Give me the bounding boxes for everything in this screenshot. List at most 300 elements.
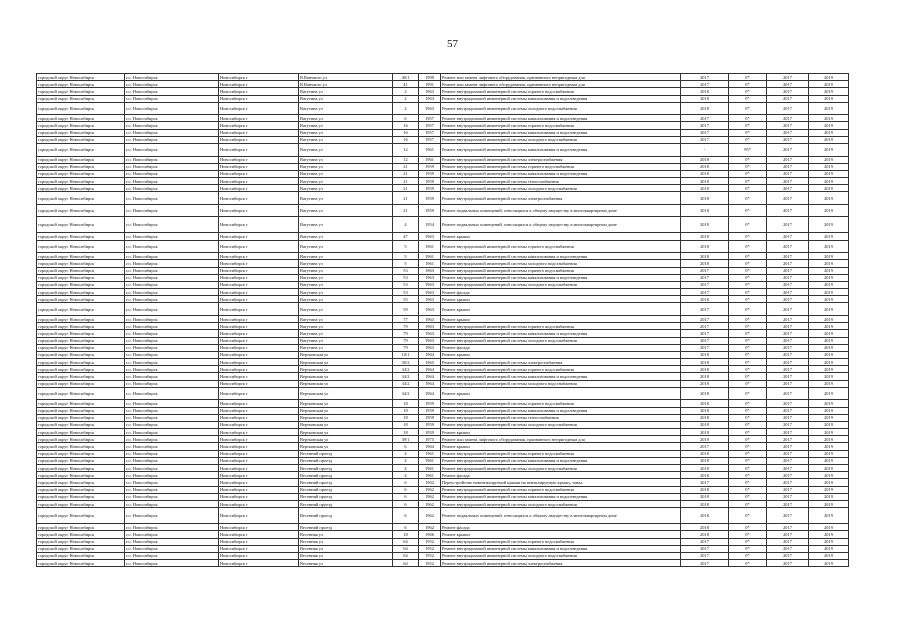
cell-district: городской округ Новосибирск bbox=[37, 185, 125, 192]
cell-municipality: г.о. Новосибирск bbox=[125, 144, 219, 157]
cell-year: 1963 bbox=[419, 233, 441, 240]
cell-city: Новосибирск г bbox=[219, 129, 299, 136]
cell-district: городской округ Новосибирск bbox=[37, 129, 125, 136]
cell-plan-year: 2017 bbox=[681, 538, 729, 545]
cell-district: городской округ Новосибирск bbox=[37, 508, 125, 524]
cell-district: городской округ Новосибирск bbox=[37, 479, 125, 486]
cell-period-start: 2017 bbox=[767, 303, 809, 316]
cell-year: 1963 bbox=[419, 88, 441, 95]
cell-district: городской округ Новосибирск bbox=[37, 351, 125, 358]
cell-work-type: Ремонт внутридомовой инженерной системы электроснабжения bbox=[441, 192, 681, 205]
cell-street: Вертковская ул bbox=[299, 351, 393, 358]
cell-street: Вертковская ул bbox=[299, 421, 393, 428]
cell-plan-year: 2018 bbox=[681, 163, 729, 170]
cell-plan-year: 2017 bbox=[681, 479, 729, 486]
cell-plan-year: 2018 bbox=[681, 486, 729, 493]
cell-municipality: г.о. Новосибирск bbox=[125, 421, 219, 428]
cell-city: Новосибирск г bbox=[219, 421, 299, 428]
cell-plan-year: 2018 bbox=[681, 170, 729, 177]
cell-plan-year: 2017 bbox=[681, 443, 729, 450]
cell-city: Новосибирск г bbox=[219, 315, 299, 322]
cell-period-start: 2017 bbox=[767, 163, 809, 170]
cell-period-start: 2017 bbox=[767, 144, 809, 157]
cell-district: городской округ Новосибирск bbox=[37, 192, 125, 205]
cell-plan-year: 2018 bbox=[681, 366, 729, 373]
cell-house: 79 bbox=[393, 330, 419, 337]
cell-street: Ватутина ул bbox=[299, 233, 393, 240]
cell-plan-year: 2017 bbox=[681, 129, 729, 136]
cell-period-start: 2017 bbox=[767, 545, 809, 552]
cell-city: Новосибирск г bbox=[219, 380, 299, 387]
cell-percent: 0* bbox=[729, 192, 767, 205]
cell-percent: 0* bbox=[729, 330, 767, 337]
cell-percent: 0* bbox=[729, 136, 767, 143]
cell-year: 1957 bbox=[419, 115, 441, 122]
cell-city: Новосибирск г bbox=[219, 102, 299, 115]
cell-city: Новосибирск г bbox=[219, 400, 299, 407]
cell-year: 1963 bbox=[419, 289, 441, 296]
cell-period-end: 2019 bbox=[809, 373, 849, 380]
cell-year: 1959 bbox=[419, 407, 441, 414]
cell-period-start: 2017 bbox=[767, 472, 809, 479]
cell-city: Новосибирск г bbox=[219, 88, 299, 95]
cell-period-end: 2019 bbox=[809, 156, 849, 163]
cell-city: Новосибирск г bbox=[219, 323, 299, 330]
table-row bbox=[37, 315, 849, 322]
cell-street: Ватутина ул bbox=[299, 289, 393, 296]
cell-municipality: г.о. Новосибирск bbox=[125, 414, 219, 421]
cell-house: 18 bbox=[393, 400, 419, 407]
table-row bbox=[37, 330, 849, 337]
cell-house: 6 bbox=[393, 493, 419, 500]
cell-plan-year: 2018 bbox=[681, 508, 729, 524]
cell-period-end: 2019 bbox=[809, 323, 849, 330]
cell-period-start: 2017 bbox=[767, 552, 809, 559]
cell-work-type: Ремонт внутридомовой инженерной системы горячего водоснабжения bbox=[441, 163, 681, 170]
cell-street: Весенний проезд bbox=[299, 450, 393, 457]
cell-work-type: Ремонт крыши bbox=[441, 303, 681, 316]
cell-work-type: Переустройство невентилируемой крыши на вентилируемую крышу, зонка bbox=[441, 479, 681, 486]
cell-house: 77 bbox=[393, 315, 419, 322]
cell-city: Новосибирск г bbox=[219, 531, 299, 538]
cell-period-end: 2019 bbox=[809, 508, 849, 524]
cell-plan-year: 2018 bbox=[681, 500, 729, 507]
cell-street: Ватутина ул bbox=[299, 192, 393, 205]
cell-period-start: 2017 bbox=[767, 373, 809, 380]
cell-percent: 0* bbox=[729, 421, 767, 428]
cell-period-start: 2017 bbox=[767, 253, 809, 260]
cell-percent: 0* bbox=[729, 115, 767, 122]
cell-city: Новосибирск г bbox=[219, 450, 299, 457]
cell-street: Ватутина ул bbox=[299, 296, 393, 303]
cell-house: 5 bbox=[393, 260, 419, 267]
table-row bbox=[37, 156, 849, 163]
cell-period-end: 2019 bbox=[809, 303, 849, 316]
cell-plan-year: 2018 bbox=[681, 421, 729, 428]
cell-house: 34/2 bbox=[393, 373, 419, 380]
cell-street: Вертковская ул bbox=[299, 359, 393, 366]
cell-percent: 0* bbox=[729, 552, 767, 559]
table-row bbox=[37, 524, 849, 531]
cell-street: Весенний проезд bbox=[299, 508, 393, 524]
cell-municipality: г.о. Новосибирск bbox=[125, 351, 219, 358]
cell-period-start: 2017 bbox=[767, 81, 809, 88]
cell-plan-year: 2017 bbox=[681, 115, 729, 122]
cell-district: городской округ Новосибирск bbox=[37, 88, 125, 95]
cell-period-start: 2017 bbox=[767, 344, 809, 351]
cell-percent: 0* bbox=[729, 538, 767, 545]
cell-plan-year: 2018 bbox=[681, 102, 729, 115]
cell-house: 64 bbox=[393, 560, 419, 567]
cell-plan-year: 2018 bbox=[681, 524, 729, 531]
cell-work-type: Ремонт внутридомовой инженерной системы канализования и водоотведения bbox=[441, 170, 681, 177]
cell-period-start: 2017 bbox=[767, 281, 809, 288]
cell-street: Ватутина ул bbox=[299, 170, 393, 177]
cell-city: Новосибирск г bbox=[219, 296, 299, 303]
cell-plan-year: 2018 bbox=[681, 156, 729, 163]
cell-period-start: 2017 bbox=[767, 74, 809, 81]
cell-plan-year: 2018 bbox=[681, 414, 729, 421]
cell-plan-year: 2018 bbox=[681, 95, 729, 102]
cell-city: Новосибирск г bbox=[219, 366, 299, 373]
cell-municipality: г.о. Новосибирск bbox=[125, 95, 219, 102]
cell-year: 1963 bbox=[419, 281, 441, 288]
table-row bbox=[37, 88, 849, 95]
cell-plan-year: 2018 bbox=[681, 204, 729, 217]
cell-street: Ватутина ул bbox=[299, 185, 393, 192]
cell-percent: 0* bbox=[729, 337, 767, 344]
cell-work-type: Ремонт внутридомовой инженерной системы канализования и водоотведения bbox=[441, 330, 681, 337]
cell-plan-year: 2017 bbox=[681, 545, 729, 552]
cell-work-type: Ремонт подвальных помещений, относящихся к общему имуществу в многоквартирном доме bbox=[441, 508, 681, 524]
cell-period-end: 2019 bbox=[809, 192, 849, 205]
cell-percent: 0* bbox=[729, 303, 767, 316]
cell-year: 1963 bbox=[419, 274, 441, 281]
cell-year: 1957 bbox=[419, 129, 441, 136]
cell-year: 1990 bbox=[419, 74, 441, 81]
cell-period-start: 2017 bbox=[767, 400, 809, 407]
cell-year: 1961 bbox=[419, 450, 441, 457]
cell-period-start: 2017 bbox=[767, 508, 809, 524]
cell-year: 1963 bbox=[419, 95, 441, 102]
cell-municipality: г.о. Новосибирск bbox=[125, 531, 219, 538]
cell-district: городской округ Новосибирск bbox=[37, 330, 125, 337]
cell-street: Вертковская ул bbox=[299, 414, 393, 421]
table-row bbox=[37, 281, 849, 288]
cell-house: 34/2 bbox=[393, 387, 419, 400]
cell-street: Весенний проезд bbox=[299, 465, 393, 472]
cell-district: городской округ Новосибирск bbox=[37, 560, 125, 567]
cell-plan-year: 2017 bbox=[681, 74, 729, 81]
cell-house: 34/2 bbox=[393, 380, 419, 387]
cell-district: городской округ Новосибирск bbox=[37, 136, 125, 143]
cell-year: 1959 bbox=[419, 400, 441, 407]
cell-city: Новосибирск г bbox=[219, 479, 299, 486]
table-row bbox=[37, 102, 849, 115]
cell-year: 1961 bbox=[419, 472, 441, 479]
cell-city: Новосибирск г bbox=[219, 267, 299, 274]
cell-city: Новосибирск г bbox=[219, 545, 299, 552]
cell-district: городской округ Новосибирск bbox=[37, 493, 125, 500]
cell-period-start: 2017 bbox=[767, 204, 809, 217]
cell-municipality: г.о. Новосибирск bbox=[125, 465, 219, 472]
cell-city: Новосибирск г bbox=[219, 81, 299, 88]
cell-city: Новосибирск г bbox=[219, 486, 299, 493]
cell-municipality: г.о. Новосибирск bbox=[125, 253, 219, 260]
cell-period-end: 2019 bbox=[809, 366, 849, 373]
cell-house: 10/1 bbox=[393, 351, 419, 358]
cell-year: 1961 bbox=[419, 144, 441, 157]
cell-percent: 0* bbox=[729, 493, 767, 500]
cell-year: 1959 bbox=[419, 163, 441, 170]
cell-year: 1961 bbox=[419, 457, 441, 464]
cell-municipality: г.о. Новосибирск bbox=[125, 524, 219, 531]
cell-city: Новосибирск г bbox=[219, 493, 299, 500]
cell-house: 12 bbox=[393, 156, 419, 163]
cell-work-type: Ремонт или замена лифтового оборудования, признанного непригодным для bbox=[441, 436, 681, 443]
cell-period-end: 2019 bbox=[809, 185, 849, 192]
cell-work-type: Ремонт внутридомовой инженерной системы теплоснабжения bbox=[441, 178, 681, 185]
cell-work-type: Ремонт внутридомовой инженерной системы канализования и водоотведения bbox=[441, 274, 681, 281]
cell-district: городской округ Новосибирск bbox=[37, 81, 125, 88]
cell-city: Новосибирск г bbox=[219, 240, 299, 253]
capital-repair-table bbox=[36, 73, 849, 567]
cell-district: городской округ Новосибирск bbox=[37, 315, 125, 322]
cell-house: 6 bbox=[393, 524, 419, 531]
cell-district: городской округ Новосибирск bbox=[37, 289, 125, 296]
cell-district: городской округ Новосибирск bbox=[37, 552, 125, 559]
cell-city: Новосибирск г bbox=[219, 429, 299, 436]
cell-year: 1961 bbox=[419, 465, 441, 472]
cell-period-end: 2019 bbox=[809, 281, 849, 288]
cell-city: Новосибирск г bbox=[219, 163, 299, 170]
cell-district: городской округ Новосибирск bbox=[37, 414, 125, 421]
cell-city: Новосибирск г bbox=[219, 387, 299, 400]
cell-district: городской округ Новосибирск bbox=[37, 500, 125, 507]
cell-percent: 0* bbox=[729, 436, 767, 443]
cell-house: 4 bbox=[393, 472, 419, 479]
cell-period-start: 2017 bbox=[767, 95, 809, 102]
cell-work-type: Ремонт крыши bbox=[441, 315, 681, 322]
cell-city: Новосибирск г bbox=[219, 443, 299, 450]
cell-district: городской округ Новосибирск bbox=[37, 457, 125, 464]
table-row bbox=[37, 274, 849, 281]
cell-street: Ватутина ул bbox=[299, 122, 393, 129]
cell-work-type: Ремонт крыши bbox=[441, 351, 681, 358]
cell-street: Ватутина ул bbox=[299, 156, 393, 163]
cell-house: 53 bbox=[393, 281, 419, 288]
cell-house: 6 bbox=[393, 443, 419, 450]
cell-plan-year: 2018 bbox=[681, 296, 729, 303]
cell-street: Ватутина ул bbox=[299, 267, 393, 274]
cell-percent: 0* bbox=[729, 274, 767, 281]
cell-percent: 0* bbox=[729, 366, 767, 373]
cell-period-start: 2017 bbox=[767, 315, 809, 322]
cell-period-start: 2017 bbox=[767, 450, 809, 457]
cell-year: 1962 bbox=[419, 479, 441, 486]
cell-period-start: 2017 bbox=[767, 178, 809, 185]
cell-district: городской округ Новосибирск bbox=[37, 380, 125, 387]
cell-street: Ватутина ул bbox=[299, 204, 393, 217]
cell-street: В.Ванчкого ул bbox=[299, 74, 393, 81]
cell-period-end: 2019 bbox=[809, 163, 849, 170]
table-row bbox=[37, 560, 849, 567]
cell-street: Ватутина ул bbox=[299, 115, 393, 122]
cell-municipality: г.о. Новосибирск bbox=[125, 163, 219, 170]
cell-work-type: Ремонт или замена лифтового оборудования, признанного непригодным для bbox=[441, 74, 681, 81]
cell-house: 41 bbox=[393, 81, 419, 88]
cell-street: Весенний проезд bbox=[299, 457, 393, 464]
cell-district: городской округ Новосибирск bbox=[37, 486, 125, 493]
cell-district: городской округ Новосибирск bbox=[37, 366, 125, 373]
cell-street: Весенняя ул bbox=[299, 531, 393, 538]
cell-work-type: Ремонт внутридомовой инженерной системы горячего водоснабжения bbox=[441, 122, 681, 129]
cell-municipality: г.о. Новосибирск bbox=[125, 156, 219, 163]
cell-municipality: г.о. Новосибирск bbox=[125, 240, 219, 253]
cell-plan-year: 2018 bbox=[681, 240, 729, 253]
cell-house: 39/1 bbox=[393, 436, 419, 443]
cell-municipality: г.о. Новосибирск bbox=[125, 493, 219, 500]
cell-district: городской округ Новосибирск bbox=[37, 429, 125, 436]
cell-work-type: Ремонт внутридомовой инженерной системы горячего водоснабжения bbox=[441, 486, 681, 493]
cell-municipality: г.о. Новосибирск bbox=[125, 129, 219, 136]
cell-period-start: 2017 bbox=[767, 407, 809, 414]
table-row bbox=[37, 552, 849, 559]
cell-municipality: г.о. Новосибирск bbox=[125, 267, 219, 274]
cell-plan-year: 2018 bbox=[681, 450, 729, 457]
cell-work-type: Ремонт крыши bbox=[441, 296, 681, 303]
cell-period-end: 2019 bbox=[809, 253, 849, 260]
cell-percent: 0* bbox=[729, 465, 767, 472]
cell-city: Новосибирск г bbox=[219, 95, 299, 102]
cell-street: Вертковская ул bbox=[299, 436, 393, 443]
cell-district: городской округ Новосибирск bbox=[37, 74, 125, 81]
cell-period-start: 2017 bbox=[767, 274, 809, 281]
cell-house: 47 bbox=[393, 233, 419, 240]
cell-period-start: 2017 bbox=[767, 296, 809, 303]
cell-plan-year: 2018 bbox=[681, 493, 729, 500]
cell-city: Новосибирск г bbox=[219, 136, 299, 143]
cell-municipality: г.о. Новосибирск bbox=[125, 122, 219, 129]
cell-work-type: Ремонт внутридомовой инженерной системы канализования и водоотведения bbox=[441, 457, 681, 464]
cell-period-end: 2019 bbox=[809, 330, 849, 337]
cell-city: Новосибирск г bbox=[219, 178, 299, 185]
cell-period-start: 2017 bbox=[767, 538, 809, 545]
cell-period-start: 2017 bbox=[767, 192, 809, 205]
table-row bbox=[37, 122, 849, 129]
cell-municipality: г.о. Новосибирск bbox=[125, 281, 219, 288]
cell-plan-year: 2018 bbox=[681, 351, 729, 358]
table-row bbox=[37, 260, 849, 267]
cell-period-start: 2017 bbox=[767, 380, 809, 387]
cell-municipality: г.о. Новосибирск bbox=[125, 74, 219, 81]
cell-district: городской округ Новосибирск bbox=[37, 472, 125, 479]
cell-house: 53 bbox=[393, 267, 419, 274]
cell-municipality: г.о. Новосибирск bbox=[125, 366, 219, 373]
cell-percent: 0* bbox=[729, 217, 767, 233]
cell-work-type: Ремонт внутридомовой инженерной системы канализования и водоотведения bbox=[441, 373, 681, 380]
cell-municipality: г.о. Новосибирск bbox=[125, 560, 219, 567]
cell-city: Новосибирск г bbox=[219, 337, 299, 344]
cell-plan-year: 2018 bbox=[681, 233, 729, 240]
cell-percent: 0* bbox=[729, 129, 767, 136]
cell-work-type: Ремонт внутридомовой инженерной системы горячего водоснабжения bbox=[441, 400, 681, 407]
cell-plan-year: 2018 bbox=[681, 387, 729, 400]
cell-house: 4 bbox=[393, 217, 419, 233]
cell-period-end: 2019 bbox=[809, 204, 849, 217]
cell-year: 1957 bbox=[419, 136, 441, 143]
cell-district: городской округ Новосибирск bbox=[37, 122, 125, 129]
cell-district: городской округ Новосибирск bbox=[37, 144, 125, 157]
cell-plan-year: 2017 bbox=[681, 323, 729, 330]
cell-work-type: Ремонт внутридомовой инженерной системы канализования и водоотведения bbox=[441, 407, 681, 414]
cell-street: Ватутина ул bbox=[299, 330, 393, 337]
cell-district: городской округ Новосибирск bbox=[37, 170, 125, 177]
cell-street: Ватутина ул bbox=[299, 129, 393, 136]
cell-district: городской округ Новосибирск bbox=[37, 337, 125, 344]
cell-work-type: Ремонт подвальных помещений, относящихся к общему имуществу в многоквартирном доме bbox=[441, 217, 681, 233]
cell-percent: 0* bbox=[729, 387, 767, 400]
cell-municipality: г.о. Новосибирск bbox=[125, 192, 219, 205]
cell-percent: 0* bbox=[729, 486, 767, 493]
cell-plan-year: 2017 bbox=[681, 552, 729, 559]
cell-percent: 0* bbox=[729, 344, 767, 351]
cell-year: 1959 bbox=[419, 414, 441, 421]
table-row bbox=[37, 337, 849, 344]
table-row bbox=[37, 380, 849, 387]
cell-street: Весенняя ул bbox=[299, 552, 393, 559]
cell-city: Новосибирск г bbox=[219, 192, 299, 205]
table-row bbox=[37, 240, 849, 253]
cell-district: городской округ Новосибирск bbox=[37, 95, 125, 102]
cell-street: Ватутина ул bbox=[299, 281, 393, 288]
cell-year: 1963 bbox=[419, 330, 441, 337]
cell-district: городской округ Новосибирск bbox=[37, 217, 125, 233]
cell-house: 12 bbox=[393, 144, 419, 157]
cell-municipality: г.о. Новосибирск bbox=[125, 443, 219, 450]
cell-municipality: г.о. Новосибирск bbox=[125, 500, 219, 507]
cell-year: 1952 bbox=[419, 538, 441, 545]
cell-work-type: Ремонт внутридомовой инженерной системы канализования и водоотведения bbox=[441, 144, 681, 157]
cell-house: 2 bbox=[393, 95, 419, 102]
cell-plan-year: 2017 bbox=[681, 267, 729, 274]
table-row bbox=[37, 508, 849, 524]
cell-city: Новосибирск г bbox=[219, 508, 299, 524]
table-row bbox=[37, 217, 849, 233]
cell-percent: 0* bbox=[729, 163, 767, 170]
cell-work-type: Ремонт внутридомовой инженерной системы канализования и водоотведения bbox=[441, 95, 681, 102]
cell-period-end: 2019 bbox=[809, 457, 849, 464]
cell-year: 1954 bbox=[419, 217, 441, 233]
cell-house: 4 bbox=[393, 465, 419, 472]
cell-city: Новосибирск г bbox=[219, 115, 299, 122]
cell-work-type: Ремонт подвальных помещений, относящихся к общему имуществу в многоквартирном доме bbox=[441, 204, 681, 217]
cell-work-type: Ремонт фасада bbox=[441, 472, 681, 479]
cell-district: городской округ Новосибирск bbox=[37, 387, 125, 400]
cell-municipality: г.о. Новосибирск bbox=[125, 274, 219, 281]
cell-house: 16 bbox=[393, 136, 419, 143]
cell-municipality: г.о. Новосибирск bbox=[125, 289, 219, 296]
cell-percent: 0* bbox=[729, 407, 767, 414]
cell-period-start: 2017 bbox=[767, 170, 809, 177]
cell-period-end: 2019 bbox=[809, 102, 849, 115]
cell-percent: 0* bbox=[729, 560, 767, 567]
cell-year: 1966 bbox=[419, 531, 441, 538]
cell-percent: 0* bbox=[729, 156, 767, 163]
cell-period-end: 2019 bbox=[809, 337, 849, 344]
cell-street: Ватутина ул bbox=[299, 136, 393, 143]
cell-street: Ватутина ул bbox=[299, 88, 393, 95]
